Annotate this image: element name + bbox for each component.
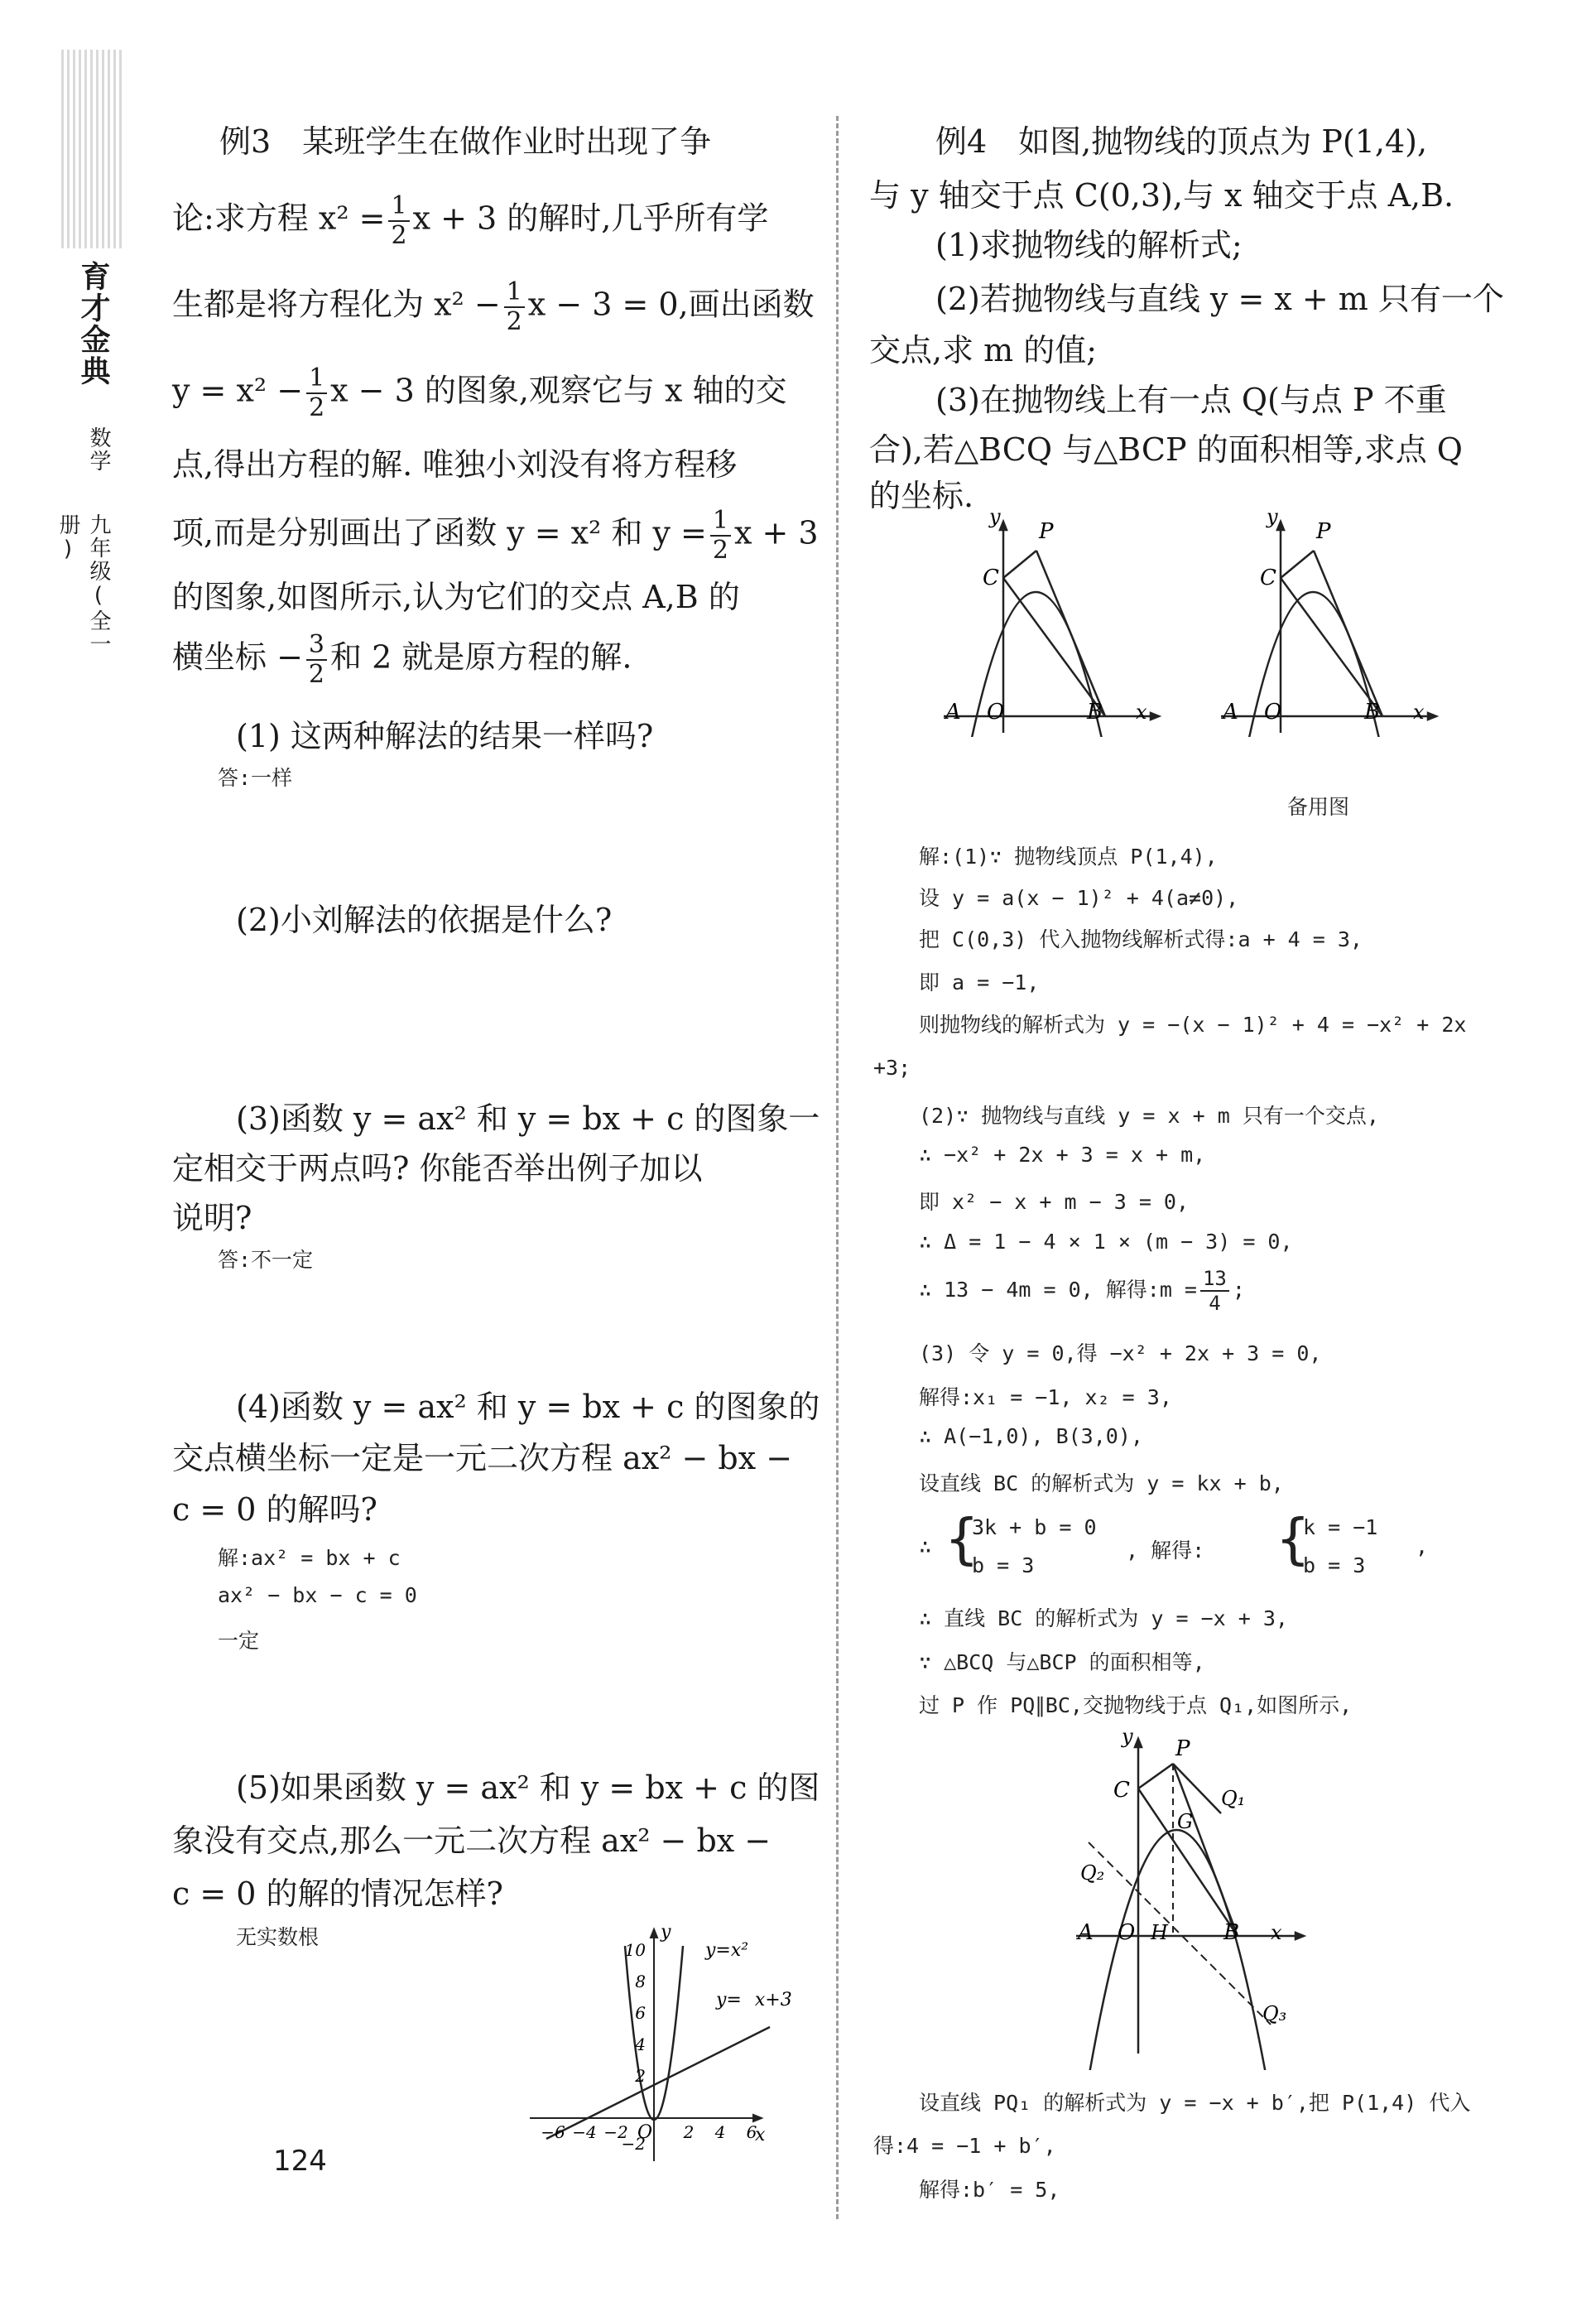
- svg-text:H: H: [1151, 1921, 1168, 1944]
- question-3-line2: 定相交于两点吗? 你能否举出例子加以: [172, 1150, 703, 1187]
- svg-text:B: B: [1087, 700, 1103, 725]
- question-2: (2)小刘解法的依据是什么?: [236, 902, 613, 938]
- g1-xtick: −6: [541, 2122, 565, 2142]
- page-number: 124: [273, 2145, 327, 2178]
- svg-text:C: C: [983, 566, 999, 590]
- sol-13: 解得:x₁ = −1, x₂ = 3,: [919, 1385, 1172, 1409]
- ex3-line1: 例3 某班学生在做作业时出现了争: [219, 123, 712, 160]
- ex3-line6: 项,而是分别画出了函数 y = x² 和 y = $\frac{1}{2}$ x + 3: [172, 506, 819, 565]
- ex4-line1: 例4 如图,抛物线的顶点为 P(1,4),: [935, 123, 1428, 160]
- svg-text:Q₁: Q₁: [1221, 1787, 1246, 1810]
- svg-text:Q₃: Q₃: [1262, 2002, 1287, 2025]
- svg-text:C: C: [1260, 566, 1276, 590]
- g1-xtick: 4: [714, 2122, 726, 2142]
- figure-parabola-backup: [1213, 505, 1445, 737]
- ex4-line4: (2)若抛物线与直线 y = x + m 只有一个: [935, 281, 1504, 317]
- g1-curve2-label: y= x+3: [716, 1990, 792, 2010]
- question-3-line3: 说明?: [172, 1200, 252, 1236]
- ex4-line6: (3)在抛物线上有一点 Q(与点 P 不重: [935, 382, 1447, 418]
- g1-ytick: 2: [635, 2066, 646, 2086]
- sidebar-stripes: [61, 50, 123, 248]
- figure-parabola-q-points: [1068, 1722, 1316, 2070]
- ex3-line7: 的图象,如图所示,认为它们的交点 A,B 的: [172, 579, 740, 615]
- ex3-line4: y = x² − $\frac{1}{2}$ x − 3 的图象,观察它与 x 轴的交: [172, 364, 787, 422]
- question-4-line2: 交点横坐标一定是一元二次方程 ax² − bx −: [172, 1440, 793, 1476]
- g1-ytick: 10: [624, 1940, 646, 1960]
- sol-14: ∴ A(−1,0), B(3,0),: [919, 1424, 1143, 1448]
- svg-text:A: A: [1078, 1920, 1094, 1945]
- sol-7: (2)∵ 抛物线与直线 y = x + m 只有一个交点,: [919, 1104, 1379, 1128]
- svg-text:O: O: [1264, 700, 1282, 725]
- g1-y-label: y: [661, 1922, 671, 1943]
- sol-3: 把 C(0,3) 代入抛物线解析式得:a + 4 = 3,: [919, 927, 1363, 951]
- svg-text:P: P: [1316, 519, 1331, 544]
- ex4-line8: 的坐标.: [869, 478, 974, 514]
- svg-text:B: B: [1364, 700, 1381, 725]
- svg-text:x: x: [1271, 1921, 1282, 1944]
- grade-label: 九年级(全一册): [55, 513, 111, 656]
- svg-text:C: C: [1113, 1778, 1130, 1803]
- svg-text:y: y: [1267, 505, 1278, 528]
- question-3-line1: (3)函数 y = ax² 和 y = bx + c 的图象一: [236, 1100, 820, 1137]
- g1-xtick: 6: [746, 2122, 757, 2142]
- question-5-line3: c = 0 的解的情况怎样?: [172, 1875, 503, 1912]
- ex3-line8: 横坐标 − $\frac{3}{2}$ 和 2 就是原方程的解.: [172, 630, 632, 689]
- g1-xtick: 2: [683, 2122, 695, 2142]
- question-5-line2: 象没有交点,那么一元二次方程 ax² − bx −: [172, 1822, 772, 1859]
- sol-6: +3;: [873, 1056, 911, 1080]
- ex4-line3: (1)求抛物线的解析式;: [935, 227, 1243, 263]
- sol-15: 设直线 BC 的解析式为 y = kx + b,: [919, 1471, 1284, 1495]
- question-1: (1) 这两种解法的结果一样吗?: [236, 718, 654, 754]
- g1-ytick: −2: [621, 2134, 646, 2154]
- sol-10: ∴ Δ = 1 − 4 × 1 × (m − 3) = 0,: [919, 1230, 1293, 1254]
- ex4-line5: 交点,求 m 的值;: [869, 332, 1098, 368]
- g1-curve1-label: y=x²: [705, 1940, 749, 1961]
- sol-5: 则抛物线的解析式为 y = −(x − 1)² + 4 = −x² + 2x: [919, 1013, 1467, 1037]
- svg-text:Q₂: Q₂: [1080, 1861, 1105, 1885]
- sol-1: 解:(1)∵ 抛物线顶点 P(1,4),: [919, 845, 1218, 869]
- backup-caption: 备用图: [1287, 795, 1350, 819]
- svg-text:x: x: [1413, 701, 1425, 724]
- figure-parabola-main: [935, 505, 1167, 737]
- answer-3: 答:不一定: [218, 1248, 314, 1272]
- svg-text:A: A: [945, 700, 961, 725]
- answer-4-line1: 解:ax² = bx + c: [218, 1546, 401, 1570]
- g1-xtick: −4: [572, 2122, 597, 2142]
- sol-12: (3) 令 y = 0,得 −x² + 2x + 3 = 0,: [919, 1341, 1322, 1365]
- sol-4: 即 a = −1,: [919, 970, 1040, 994]
- answer-1: 答:一样: [218, 766, 293, 790]
- answer-4-line2: ax² − bx − c = 0: [218, 1583, 417, 1607]
- svg-text:y: y: [989, 505, 1001, 528]
- g1-ytick: 8: [635, 1972, 646, 1991]
- sol-8: ∴ −x² + 2x + 3 = x + m,: [919, 1143, 1206, 1167]
- ex3-line3: 生都是将方程化为 x² − $\frac{1}{2}$ x − 3 = 0,画出函数: [172, 277, 815, 336]
- svg-text:x: x: [1136, 701, 1147, 724]
- svg-text:P: P: [1175, 1736, 1190, 1761]
- question-5-line1: (5)如果函数 y = ax² 和 y = bx + c 的图: [236, 1770, 820, 1806]
- ex4-line7: 合),若△BCQ 与△BCP 的面积相等,求点 Q: [869, 431, 1463, 468]
- answer-5: 无实数根: [236, 1925, 320, 1949]
- g1-origin: O: [637, 2122, 653, 2143]
- sol-21: 得:4 = −1 + b′,: [873, 2134, 1056, 2158]
- sol-11: ∴ 13 − 4m = 0, 解得:m = $\frac{13}{4}$ ;: [919, 1267, 1245, 1315]
- svg-text:O: O: [1118, 1920, 1136, 1945]
- svg-text:O: O: [987, 700, 1005, 725]
- sol-19: 过 P 作 PQ∥BC,交抛物线于点 Q₁,如图所示,: [919, 1693, 1353, 1717]
- sol-17: ∴ 直线 BC 的解析式为 y = −x + 3,: [919, 1606, 1288, 1630]
- sol-9: 即 x² − x + m − 3 = 0,: [919, 1190, 1190, 1214]
- svg-text:y: y: [1122, 1725, 1133, 1748]
- svg-text:A: A: [1223, 700, 1238, 725]
- sol-2: 设 y = a(x − 1)² + 4(a≠0),: [919, 886, 1239, 910]
- sidebar: [55, 50, 123, 687]
- column-divider: [836, 116, 839, 2219]
- answer-4-line3: 一定: [218, 1629, 260, 1653]
- sol-20: 设直线 PQ₁ 的解析式为 y = −x + b′,把 P(1,4) 代入: [919, 2091, 1471, 2115]
- ex3-line2: 论:求方程 x² = $\frac{1}{2}$ x + 3 的解时,几乎所有学: [172, 191, 769, 250]
- sol-22: 解得:b′ = 5,: [919, 2178, 1060, 2202]
- question-4-line1: (4)函数 y = ax² 和 y = bx + c 的图象的: [236, 1389, 820, 1425]
- ex4-line2: 与 y 轴交于点 C(0,3),与 x 轴交于点 A,B.: [869, 177, 1454, 214]
- svg-text:P: P: [1039, 519, 1054, 544]
- question-4-line3: c = 0 的解吗?: [172, 1491, 377, 1528]
- graph-parabola-line: [513, 1904, 828, 2169]
- svg-text:G: G: [1177, 1810, 1194, 1833]
- g1-xtick: −2: [603, 2122, 628, 2142]
- subject-label: 数学: [86, 426, 111, 473]
- g1-ytick: 6: [635, 2003, 646, 2023]
- ex3-line5: 点,得出方程的解. 唯独小刘没有将方程移: [172, 446, 738, 483]
- brand-title: 育才金典: [76, 261, 110, 387]
- sol-18: ∵ △BCQ 与△BCP 的面积相等,: [919, 1650, 1205, 1674]
- g1-x-label: x: [755, 2125, 766, 2145]
- svg-text:B: B: [1223, 1920, 1240, 1945]
- g1-ytick: 4: [635, 2034, 646, 2054]
